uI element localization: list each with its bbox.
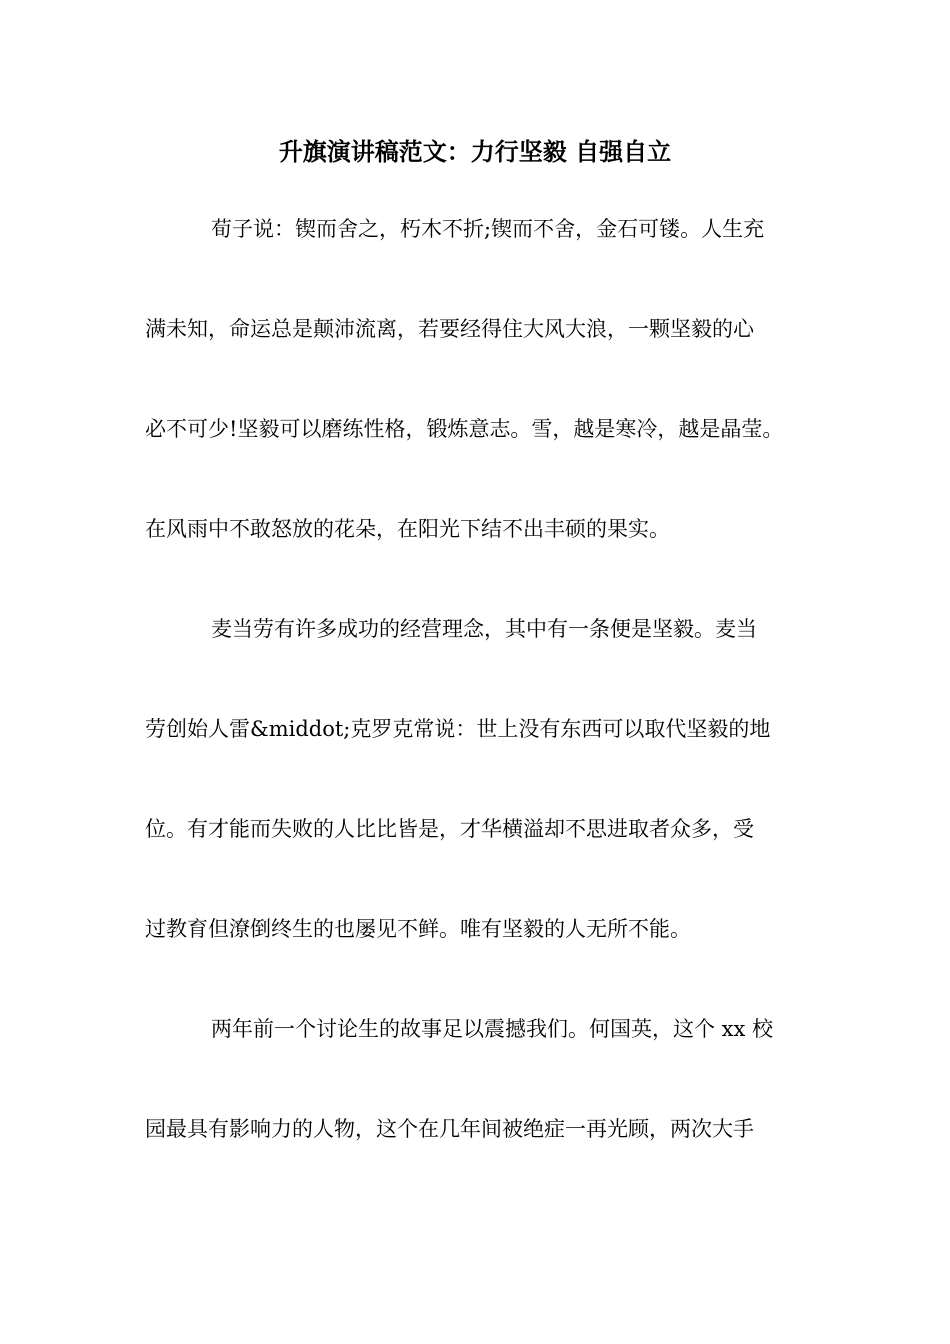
paragraph-1-line-3: 必不可少!坚毅可以磨练性格，锻炼意志。雪，越是寒冷，越是晶莹。	[145, 417, 784, 441]
paragraph-1-line-1: 荀子说：锲而舍之，朽木不折;锲而不舍，金石可镂。人生充	[211, 217, 765, 241]
document-title: 升旗演讲稿范文：力行坚毅 自强自立	[278, 138, 672, 166]
paragraph-2-line-3: 位。有才能而失败的人比比皆是，才华横溢却不思进取者众多，受	[145, 817, 754, 841]
paragraph-2-line-1: 麦当劳有许多成功的经营理念，其中有一条便是坚毅。麦当	[211, 617, 757, 641]
paragraph-2-line-4: 过教育但潦倒终生的也屡见不鲜。唯有坚毅的人无所不能。	[145, 917, 691, 941]
paragraph-3-line-2: 园最具有影响力的人物，这个在几年间被绝症一再光顾，两次大手	[145, 1117, 754, 1141]
paragraph-1-line-4: 在风雨中不敢怒放的花朵，在阳光下结不出丰硕的果实。	[145, 517, 670, 541]
paragraph-2-line-2: 劳创始人雷&middot;克罗克常说：世上没有东西可以取代坚毅的地	[145, 717, 771, 741]
paragraph-1-line-2: 满未知，命运总是颠沛流离，若要经得住大风大浪，一颗坚毅的心	[145, 317, 754, 341]
paragraph-3-line-1: 两年前一个讨论生的故事足以震撼我们。何国英，这个 xx 校	[211, 1017, 774, 1041]
